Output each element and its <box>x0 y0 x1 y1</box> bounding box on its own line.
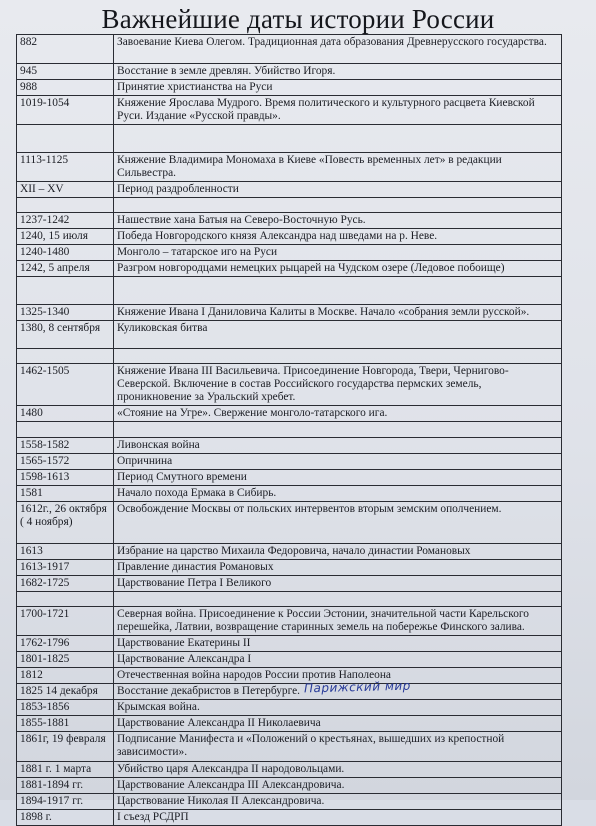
table-row <box>17 652 562 668</box>
date-cell: 1380, 8 сентября <box>17 321 114 349</box>
event-cell: Период Смутного времени <box>114 470 562 486</box>
event-cell: Княжение Ярослава Мудрого. Время политического и культурного расцвета Киевской Руси. Издание «Русской правды». <box>114 96 562 125</box>
table-row <box>17 96 562 125</box>
event-cell <box>114 277 562 305</box>
date-cell <box>17 198 114 213</box>
event-cell: I съезд РСДРП <box>114 810 562 826</box>
event-cell: Царствование Александра III Александровича. <box>114 778 562 794</box>
table-row <box>17 560 562 576</box>
date-cell: 1240-1480 <box>17 245 114 261</box>
event-cell: Царствование Петра I Великого <box>114 576 562 592</box>
event-cell <box>114 198 562 213</box>
event-cell: Завоевание Киева Олегом. Традиционная дата образования Древнерусского государства. <box>114 35 562 64</box>
date-cell: 1581 <box>17 486 114 502</box>
dates-table-body <box>17 35 562 826</box>
table-row <box>17 810 562 826</box>
event-cell: Царствование Екатерины II <box>114 636 562 652</box>
table-row <box>17 198 562 213</box>
table-row <box>17 592 562 607</box>
table-row <box>17 668 562 684</box>
table-row <box>17 213 562 229</box>
event-cell: Царствование Николая II Александровича. <box>114 794 562 810</box>
event-cell <box>114 592 562 607</box>
event-cell: Отечественная война народов России против Наполеона <box>114 668 562 684</box>
date-cell <box>17 277 114 305</box>
table-row <box>17 245 562 261</box>
date-cell: 1325-1340 <box>17 305 114 321</box>
date-cell: 1801-1825 <box>17 652 114 668</box>
event-cell <box>114 349 562 364</box>
table-row <box>17 732 562 762</box>
event-cell: Княжение Ивана I Даниловича Калиты в Москве. Начало «собрания земли русской». <box>114 305 562 321</box>
table-row <box>17 35 562 64</box>
table-row <box>17 700 562 716</box>
date-cell <box>17 422 114 438</box>
event-cell: Начало похода Ермака в Сибирь. <box>114 486 562 502</box>
date-cell: 1240, 15 июля <box>17 229 114 245</box>
table-row <box>17 277 562 305</box>
table-row <box>17 229 562 245</box>
table-row <box>17 364 562 406</box>
event-cell: Подписание Манифеста и «Положений о крестьянах, вышедших из крепостной зависимости». <box>114 732 562 762</box>
date-cell: 988 <box>17 80 114 96</box>
date-cell: 1480 <box>17 406 114 422</box>
date-cell: 1853-1856 <box>17 700 114 716</box>
date-cell <box>17 125 114 153</box>
event-cell: Княжение Ивана III Васильевича. Присоединение Новгорода, Твери, Чернигово-Северской. Включение в состав Российского государства пермских земель, проникновение за Уральский хребет. <box>114 364 562 406</box>
event-cell: Избрание на царство Михаила Федоровича, начало династии Романовых <box>114 544 562 560</box>
date-cell: 1682-1725 <box>17 576 114 592</box>
event-cell: Убийство царя Александра II народовольцами. <box>114 762 562 778</box>
table-row <box>17 182 562 198</box>
table-row <box>17 305 562 321</box>
event-cell: «Стояние на Угре». Свержение монголо-татарского ига. <box>114 406 562 422</box>
date-cell: 1613-1917 <box>17 560 114 576</box>
date-cell: 1700-1721 <box>17 607 114 636</box>
table-row <box>17 422 562 438</box>
event-cell: Разгром новгородцами немецких рыцарей на Чудском озере (Ледовое побоище) <box>114 261 562 277</box>
date-cell: 1237-1242 <box>17 213 114 229</box>
table-row <box>17 406 562 422</box>
event-cell <box>114 125 562 153</box>
event-cell: Монголо – татарское иго на Руси <box>114 245 562 261</box>
event-cell: Период раздробленности <box>114 182 562 198</box>
date-cell: 1242, 5 апреля <box>17 261 114 277</box>
table-row <box>17 762 562 778</box>
event-cell: Царствование Александра II Николаевича <box>114 716 562 732</box>
date-cell: 1113-1125 <box>17 153 114 182</box>
event-cell: Восстание в земле древлян. Убийство Игоря. <box>114 64 562 80</box>
table-row <box>17 486 562 502</box>
event-cell: Победа Новгородского князя Александра над шведами на р. Неве. <box>114 229 562 245</box>
date-cell: 1898 г. <box>17 810 114 826</box>
table-row <box>17 576 562 592</box>
date-cell: XII – XV <box>17 182 114 198</box>
event-cell: Ливонская война <box>114 438 562 454</box>
event-cell: Принятие христианства на Руси <box>114 80 562 96</box>
event-cell: Княжение Владимира Мономаха в Киеве «Повесть временных лет» в редакции Сильвестра. <box>114 153 562 182</box>
table-row <box>17 636 562 652</box>
event-cell: Куликовская битва <box>114 321 562 349</box>
table-row <box>17 778 562 794</box>
table-row <box>17 438 562 454</box>
table-row <box>17 153 562 182</box>
date-cell: 1019-1054 <box>17 96 114 125</box>
table-row <box>17 125 562 153</box>
event-cell: Северная война. Присоединение к России Эстонии, значительной части Карельского перешейка, Латвии, возвращение старинных земель на побережье Финского залива. <box>114 607 562 636</box>
date-cell: 1558-1582 <box>17 438 114 454</box>
event-cell: Опричнина <box>114 454 562 470</box>
event-cell: Освобождение Москвы от польских интервентов вторым земским ополчением. <box>114 502 562 544</box>
table-row <box>17 64 562 80</box>
date-cell: 1598-1613 <box>17 470 114 486</box>
date-cell: 1613 <box>17 544 114 560</box>
table-row <box>17 261 562 277</box>
table-row <box>17 684 562 700</box>
date-cell: 1762-1796 <box>17 636 114 652</box>
date-cell <box>17 592 114 607</box>
date-cell: 1825 14 декабря <box>17 684 114 700</box>
dates-table <box>16 34 562 826</box>
table-row <box>17 716 562 732</box>
event-cell: Правление династия Романовых <box>114 560 562 576</box>
date-cell: 1462-1505 <box>17 364 114 406</box>
event-cell <box>114 422 562 438</box>
handwritten-note: Парижский мир <box>303 678 412 696</box>
date-cell: 1855-1881 <box>17 716 114 732</box>
event-cell: Восстание декабристов в Петербурге. <box>114 684 562 700</box>
date-cell <box>17 349 114 364</box>
event-cell: Царствование Александра I <box>114 652 562 668</box>
event-cell: Крымская война. <box>114 700 562 716</box>
date-cell: 1612г., 26 октября ( 4 ноября) <box>17 502 114 544</box>
table-row <box>17 502 562 544</box>
date-cell: 1812 <box>17 668 114 684</box>
date-cell: 882 <box>17 35 114 64</box>
table-row <box>17 321 562 349</box>
table-row <box>17 544 562 560</box>
table-row <box>17 794 562 810</box>
date-cell: 1565-1572 <box>17 454 114 470</box>
date-cell: 1861г, 19 февраля <box>17 732 114 762</box>
table-row <box>17 607 562 636</box>
table-row <box>17 80 562 96</box>
page-title: Важнейшие даты истории России <box>101 4 495 34</box>
table-row <box>17 349 562 364</box>
table-row <box>17 470 562 486</box>
date-cell: 1881-1894 гг. <box>17 778 114 794</box>
date-cell: 945 <box>17 64 114 80</box>
table-row <box>17 454 562 470</box>
date-cell: 1894-1917 гг. <box>17 794 114 810</box>
event-cell: Нашествие хана Батыя на Северо-Восточную Русь. <box>114 213 562 229</box>
date-cell: 1881 г. 1 марта <box>17 762 114 778</box>
